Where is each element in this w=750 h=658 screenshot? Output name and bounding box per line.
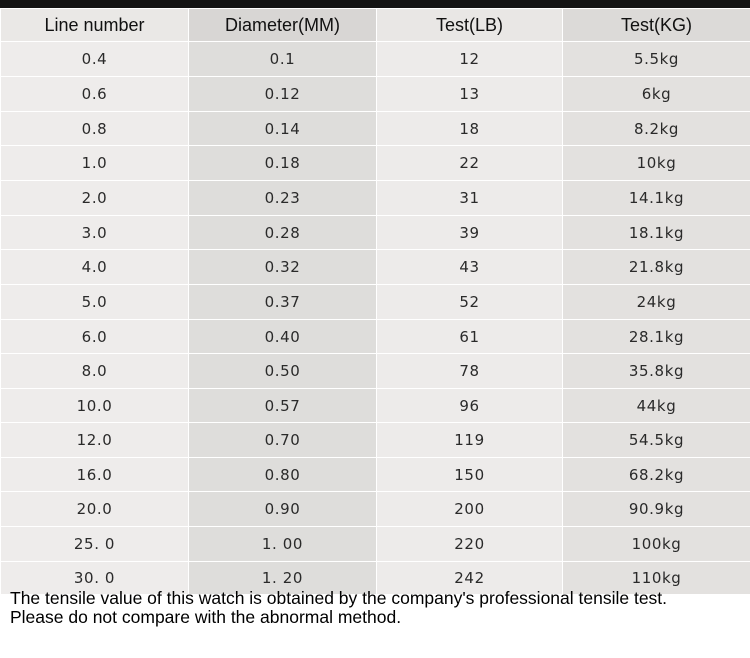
cell-test-lb: 200 bbox=[377, 492, 563, 527]
cell-line-number: 2.0 bbox=[1, 181, 189, 216]
cell-test-lb: 39 bbox=[377, 216, 563, 250]
cell-test-lb: 43 bbox=[377, 250, 563, 285]
cell-test-lb: 96 bbox=[377, 389, 563, 423]
cell-test-lb: 12 bbox=[377, 42, 563, 77]
cell-line-number: 8.0 bbox=[1, 354, 189, 389]
cell-line-number: 25. 0 bbox=[1, 527, 189, 562]
cell-test-kg: 28.1kg bbox=[563, 320, 750, 354]
cell-test-lb: 150 bbox=[377, 458, 563, 492]
cell-diameter: 0.12 bbox=[189, 77, 377, 112]
cell-test-kg: 24kg bbox=[563, 285, 750, 320]
cell-line-number: 6.0 bbox=[1, 320, 189, 354]
line-spec-table bbox=[0, 8, 750, 595]
cell-test-kg: 44kg bbox=[563, 389, 750, 423]
table-row bbox=[1, 216, 750, 250]
cell-diameter: 0.14 bbox=[189, 112, 377, 146]
cell-diameter: 0.23 bbox=[189, 181, 377, 216]
cell-diameter: 1. 00 bbox=[189, 527, 377, 562]
cell-test-lb: 22 bbox=[377, 146, 563, 181]
cell-diameter: 0.90 bbox=[189, 492, 377, 527]
cell-line-number: 16.0 bbox=[1, 458, 189, 492]
header-diameter: Diameter(MM) bbox=[189, 9, 377, 42]
cell-test-kg: 8.2kg bbox=[563, 112, 750, 146]
table-row bbox=[1, 389, 750, 423]
footnote-line-2: Please do not compare with the abnormal method. bbox=[10, 607, 402, 627]
table-row bbox=[1, 77, 750, 112]
cell-test-kg: 21.8kg bbox=[563, 250, 750, 285]
header-test-lb: Test(LB) bbox=[377, 9, 563, 42]
cell-line-number: 3.0 bbox=[1, 216, 189, 250]
cell-test-lb: 119 bbox=[377, 423, 563, 458]
table-row bbox=[1, 527, 750, 562]
table-row bbox=[1, 492, 750, 527]
table-row bbox=[1, 42, 750, 77]
cell-line-number: 10.0 bbox=[1, 389, 189, 423]
cell-test-kg: 10kg bbox=[563, 146, 750, 181]
cell-test-lb: 61 bbox=[377, 320, 563, 354]
table-row bbox=[1, 458, 750, 492]
cell-test-lb: 31 bbox=[377, 181, 563, 216]
table-row bbox=[1, 423, 750, 458]
cell-diameter: 0.28 bbox=[189, 216, 377, 250]
cell-test-kg: 35.8kg bbox=[563, 354, 750, 389]
table-body bbox=[1, 42, 750, 595]
cell-diameter: 0.70 bbox=[189, 423, 377, 458]
cell-test-kg: 54.5kg bbox=[563, 423, 750, 458]
table-row bbox=[1, 285, 750, 320]
cell-diameter: 0.1 bbox=[189, 42, 377, 77]
cell-diameter: 0.80 bbox=[189, 458, 377, 492]
table-header-row bbox=[1, 9, 750, 42]
cell-line-number: 0.8 bbox=[1, 112, 189, 146]
footnote-line-1: The tensile value of this watch is obtained by the company's professional tensile test. bbox=[10, 588, 668, 608]
cell-diameter: 1. 20 bbox=[189, 562, 377, 595]
cell-diameter: 0.18 bbox=[189, 146, 377, 181]
table-row bbox=[1, 146, 750, 181]
cell-diameter: 0.32 bbox=[189, 250, 377, 285]
cell-test-kg: 100kg bbox=[563, 527, 750, 562]
cell-test-kg: 110kg bbox=[563, 562, 750, 595]
cell-test-lb: 78 bbox=[377, 354, 563, 389]
cell-test-lb: 220 bbox=[377, 527, 563, 562]
cell-line-number: 12.0 bbox=[1, 423, 189, 458]
table-row bbox=[1, 354, 750, 389]
cell-line-number: 5.0 bbox=[1, 285, 189, 320]
cell-diameter: 0.40 bbox=[189, 320, 377, 354]
cell-line-number: 1.0 bbox=[1, 146, 189, 181]
cell-test-lb: 18 bbox=[377, 112, 563, 146]
header-test-kg: Test(KG) bbox=[563, 9, 750, 42]
cell-test-kg: 90.9kg bbox=[563, 492, 750, 527]
cell-test-kg: 6kg bbox=[563, 77, 750, 112]
cell-diameter: 0.37 bbox=[189, 285, 377, 320]
table-row bbox=[1, 250, 750, 285]
cell-line-number: 30. 0 bbox=[1, 562, 189, 595]
cell-diameter: 0.57 bbox=[189, 389, 377, 423]
table-row bbox=[1, 181, 750, 216]
top-border-bar bbox=[0, 0, 750, 8]
cell-line-number: 0.6 bbox=[1, 77, 189, 112]
cell-test-kg: 18.1kg bbox=[563, 216, 750, 250]
cell-test-kg: 5.5kg bbox=[563, 42, 750, 77]
cell-test-kg: 14.1kg bbox=[563, 181, 750, 216]
cell-test-lb: 242 bbox=[377, 562, 563, 595]
cell-diameter: 0.50 bbox=[189, 354, 377, 389]
table-row bbox=[1, 112, 750, 146]
cell-test-lb: 13 bbox=[377, 77, 563, 112]
cell-test-kg: 68.2kg bbox=[563, 458, 750, 492]
cell-line-number: 20.0 bbox=[1, 492, 189, 527]
footnote bbox=[10, 589, 740, 627]
cell-test-lb: 52 bbox=[377, 285, 563, 320]
table-row bbox=[1, 320, 750, 354]
header-line-number: Line number bbox=[1, 9, 189, 42]
cell-line-number: 0.4 bbox=[1, 42, 189, 77]
cell-line-number: 4.0 bbox=[1, 250, 189, 285]
